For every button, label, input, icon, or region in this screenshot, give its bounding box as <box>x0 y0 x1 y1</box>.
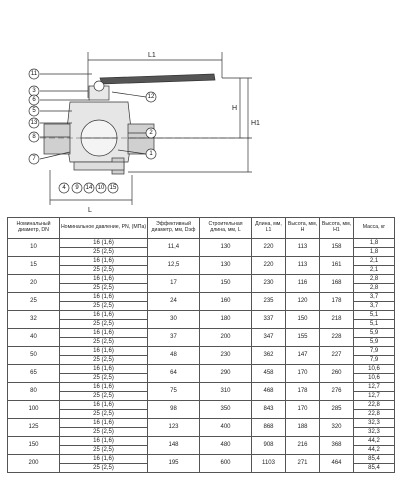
cell-deff: 12,5 <box>148 257 200 275</box>
cell-deff: 98 <box>148 401 200 419</box>
cell-h1: 168 <box>320 275 354 293</box>
header-h1: Высота, мм, H1 <box>320 218 354 239</box>
cell-h: 271 <box>286 455 320 473</box>
cell-dn: 150 <box>8 437 60 455</box>
cell-dn: 15 <box>8 257 60 275</box>
cell-pn: 25 (2,5) <box>60 374 148 383</box>
cell-l1: 362 <box>252 347 286 365</box>
svg-text:14: 14 <box>85 185 93 191</box>
cell-l1: 868 <box>252 419 286 437</box>
cell-mass: 3,7 <box>354 302 395 311</box>
table-row <box>8 329 395 338</box>
cell-mass: 44,2 <box>354 446 395 455</box>
cell-l1: 458 <box>252 365 286 383</box>
specifications-table <box>7 217 395 473</box>
cell-pn: 16 (1,6) <box>60 311 148 320</box>
svg-text:15: 15 <box>109 185 117 191</box>
cell-pn: 25 (2,5) <box>60 428 148 437</box>
cell-l1: 220 <box>252 257 286 275</box>
cell-l1: 1103 <box>252 455 286 473</box>
cell-h: 170 <box>286 401 320 419</box>
cell-mass: 5,9 <box>354 338 395 347</box>
svg-text:9: 9 <box>75 185 79 191</box>
cell-mass: 1,8 <box>354 248 395 257</box>
header-deff: Эффективный диаметр, мм, Dэф <box>148 218 200 239</box>
cell-l: 180 <box>200 311 252 329</box>
callout-9 <box>72 183 82 193</box>
cell-deff: 17 <box>148 275 200 293</box>
cell-pn: 16 (1,6) <box>60 419 148 428</box>
callout-4 <box>59 183 69 193</box>
cell-mass: 85,4 <box>354 464 395 473</box>
cell-h1: 218 <box>320 311 354 329</box>
cell-mass: 10,6 <box>354 374 395 383</box>
cell-h: 113 <box>286 239 320 257</box>
cell-dn: 50 <box>8 347 60 365</box>
cell-mass: 44,2 <box>354 437 395 446</box>
table-row <box>8 365 395 374</box>
cell-deff: 30 <box>148 311 200 329</box>
cell-deff: 123 <box>148 419 200 437</box>
dim-l1-label: L1 <box>148 52 156 59</box>
header-l1: Длина, мм, L1 <box>252 218 286 239</box>
cell-l: 130 <box>200 239 252 257</box>
cell-pn: 25 (2,5) <box>60 356 148 365</box>
cell-dn: 32 <box>8 311 60 329</box>
cell-mass: 85,4 <box>354 455 395 464</box>
cell-pn: 16 (1,6) <box>60 257 148 266</box>
callout-11 <box>29 69 39 79</box>
valve-technical-drawing <box>0 0 400 215</box>
table-row <box>8 401 395 410</box>
cell-l: 350 <box>200 401 252 419</box>
cell-h1: 320 <box>320 419 354 437</box>
cell-pn: 16 (1,6) <box>60 347 148 356</box>
cell-dn: 10 <box>8 239 60 257</box>
cell-h1: 228 <box>320 329 354 347</box>
cell-mass: 32,3 <box>354 428 395 437</box>
cell-l1: 235 <box>252 293 286 311</box>
cell-dn: 25 <box>8 293 60 311</box>
cell-mass: 5,9 <box>354 329 395 338</box>
svg-text:10: 10 <box>97 185 105 191</box>
cell-dn: 20 <box>8 275 60 293</box>
cell-l: 480 <box>200 437 252 455</box>
cell-pn: 16 (1,6) <box>60 293 148 302</box>
cell-pn: 16 (1,6) <box>60 239 148 248</box>
table-row <box>8 257 395 266</box>
cell-h1: 368 <box>320 437 354 455</box>
cell-pn: 25 (2,5) <box>60 338 148 347</box>
cell-h: 216 <box>286 437 320 455</box>
cell-dn: 65 <box>8 365 60 383</box>
cell-pn: 25 (2,5) <box>60 410 148 419</box>
callout-13 <box>29 118 39 128</box>
cell-l: 290 <box>200 365 252 383</box>
cell-h: 188 <box>286 419 320 437</box>
cell-deff: 195 <box>148 455 200 473</box>
cell-deff: 148 <box>148 437 200 455</box>
dim-h1-label: H1 <box>251 120 260 127</box>
cell-l1: 908 <box>252 437 286 455</box>
cell-h1: 158 <box>320 239 354 257</box>
cell-mass: 5,1 <box>354 320 395 329</box>
callout-3 <box>29 86 39 96</box>
cell-pn: 25 (2,5) <box>60 446 148 455</box>
cell-h1: 227 <box>320 347 354 365</box>
cell-deff: 11,4 <box>148 239 200 257</box>
cell-pn: 25 (2,5) <box>60 266 148 275</box>
cell-l: 230 <box>200 347 252 365</box>
svg-text:4: 4 <box>62 185 66 191</box>
cell-pn: 16 (1,6) <box>60 275 148 284</box>
callout-15 <box>108 183 118 193</box>
cell-pn: 25 (2,5) <box>60 248 148 257</box>
svg-text:13: 13 <box>30 120 38 126</box>
cell-pn: 16 (1,6) <box>60 365 148 374</box>
cell-mass: 10,6 <box>354 365 395 374</box>
cell-h1: 285 <box>320 401 354 419</box>
cell-h: 120 <box>286 293 320 311</box>
cell-mass: 2,1 <box>354 266 395 275</box>
cell-deff: 48 <box>148 347 200 365</box>
callout-10 <box>96 183 106 193</box>
callout-7 <box>29 154 39 164</box>
header-h: Высота, мм, H <box>286 218 320 239</box>
cell-mass: 12,7 <box>354 383 395 392</box>
callout-6 <box>29 95 39 105</box>
cell-mass: 3,7 <box>354 293 395 302</box>
table-header-row <box>8 218 395 239</box>
svg-text:7: 7 <box>32 156 36 162</box>
cell-l: 160 <box>200 293 252 311</box>
cell-deff: 64 <box>148 365 200 383</box>
cell-pn: 16 (1,6) <box>60 329 148 338</box>
cell-pn: 25 (2,5) <box>60 320 148 329</box>
header-dn: Номинальный диаметр, DN <box>8 218 60 239</box>
dim-l-label: L <box>88 207 92 214</box>
cell-pn: 16 (1,6) <box>60 383 148 392</box>
header-pn: Номинальное давление, PN, (МПа) <box>60 218 148 239</box>
cell-l: 400 <box>200 419 252 437</box>
cell-h1: 260 <box>320 365 354 383</box>
callout-1 <box>146 149 156 159</box>
cell-l1: 347 <box>252 329 286 347</box>
callout-5 <box>29 106 39 116</box>
cell-h1: 276 <box>320 383 354 401</box>
table-row <box>8 275 395 284</box>
svg-text:2: 2 <box>149 130 153 136</box>
svg-text:11: 11 <box>30 71 38 77</box>
cell-pn: 25 (2,5) <box>60 302 148 311</box>
cell-l1: 230 <box>252 275 286 293</box>
callout-12 <box>146 92 156 102</box>
cell-l: 200 <box>200 329 252 347</box>
cell-h: 150 <box>286 311 320 329</box>
cell-mass: 7,9 <box>354 356 395 365</box>
cell-h: 113 <box>286 257 320 275</box>
cell-pn: 25 (2,5) <box>60 284 148 293</box>
cell-pn: 16 (1,6) <box>60 437 148 446</box>
cell-h1: 178 <box>320 293 354 311</box>
cell-dn: 200 <box>8 455 60 473</box>
table-row <box>8 383 395 392</box>
cell-dn: 100 <box>8 401 60 419</box>
cell-h: 147 <box>286 347 320 365</box>
svg-text:3: 3 <box>32 88 36 94</box>
svg-text:8: 8 <box>32 134 36 140</box>
svg-text:1: 1 <box>149 151 153 157</box>
cell-h1: 464 <box>320 455 354 473</box>
cell-mass: 12,7 <box>354 392 395 401</box>
callout-8 <box>29 132 39 142</box>
cell-mass: 2,1 <box>354 257 395 266</box>
callout-14 <box>84 183 94 193</box>
cell-h1: 161 <box>320 257 354 275</box>
cell-h: 155 <box>286 329 320 347</box>
svg-text:6: 6 <box>32 97 36 103</box>
cell-mass: 22,8 <box>354 410 395 419</box>
cell-pn: 25 (2,5) <box>60 392 148 401</box>
cell-mass: 1,8 <box>354 239 395 248</box>
cell-mass: 22,8 <box>354 401 395 410</box>
table-row <box>8 437 395 446</box>
cell-pn: 16 (1,6) <box>60 455 148 464</box>
table-row <box>8 311 395 320</box>
cell-dn: 80 <box>8 383 60 401</box>
cell-l: 130 <box>200 257 252 275</box>
cell-mass: 7,9 <box>354 347 395 356</box>
cell-dn: 40 <box>8 329 60 347</box>
cell-deff: 24 <box>148 293 200 311</box>
svg-text:5: 5 <box>32 108 36 114</box>
cell-l1: 337 <box>252 311 286 329</box>
cell-l1: 468 <box>252 383 286 401</box>
table-row <box>8 347 395 356</box>
dim-h-label: H <box>232 105 238 112</box>
table-row <box>8 239 395 248</box>
cell-l1: 843 <box>252 401 286 419</box>
table-row <box>8 455 395 464</box>
cell-mass: 2,8 <box>354 284 395 293</box>
cell-l1: 220 <box>252 239 286 257</box>
cell-l: 310 <box>200 383 252 401</box>
cell-pn: 25 (2,5) <box>60 464 148 473</box>
cell-mass: 32,3 <box>354 419 395 428</box>
cell-mass: 5,1 <box>354 311 395 320</box>
cell-h: 116 <box>286 275 320 293</box>
cell-h: 178 <box>286 383 320 401</box>
cell-h: 170 <box>286 365 320 383</box>
table-row <box>8 293 395 302</box>
header-mass: Масса, кг <box>354 218 395 239</box>
cell-mass: 2,8 <box>354 275 395 284</box>
svg-text:12: 12 <box>147 94 155 100</box>
cell-deff: 75 <box>148 383 200 401</box>
table-row <box>8 419 395 428</box>
callout-2 <box>146 128 156 138</box>
cell-l: 600 <box>200 455 252 473</box>
cell-deff: 37 <box>148 329 200 347</box>
cell-l: 150 <box>200 275 252 293</box>
cell-dn: 125 <box>8 419 60 437</box>
cell-pn: 16 (1,6) <box>60 401 148 410</box>
header-l: Строительная длина, мм, L <box>200 218 252 239</box>
